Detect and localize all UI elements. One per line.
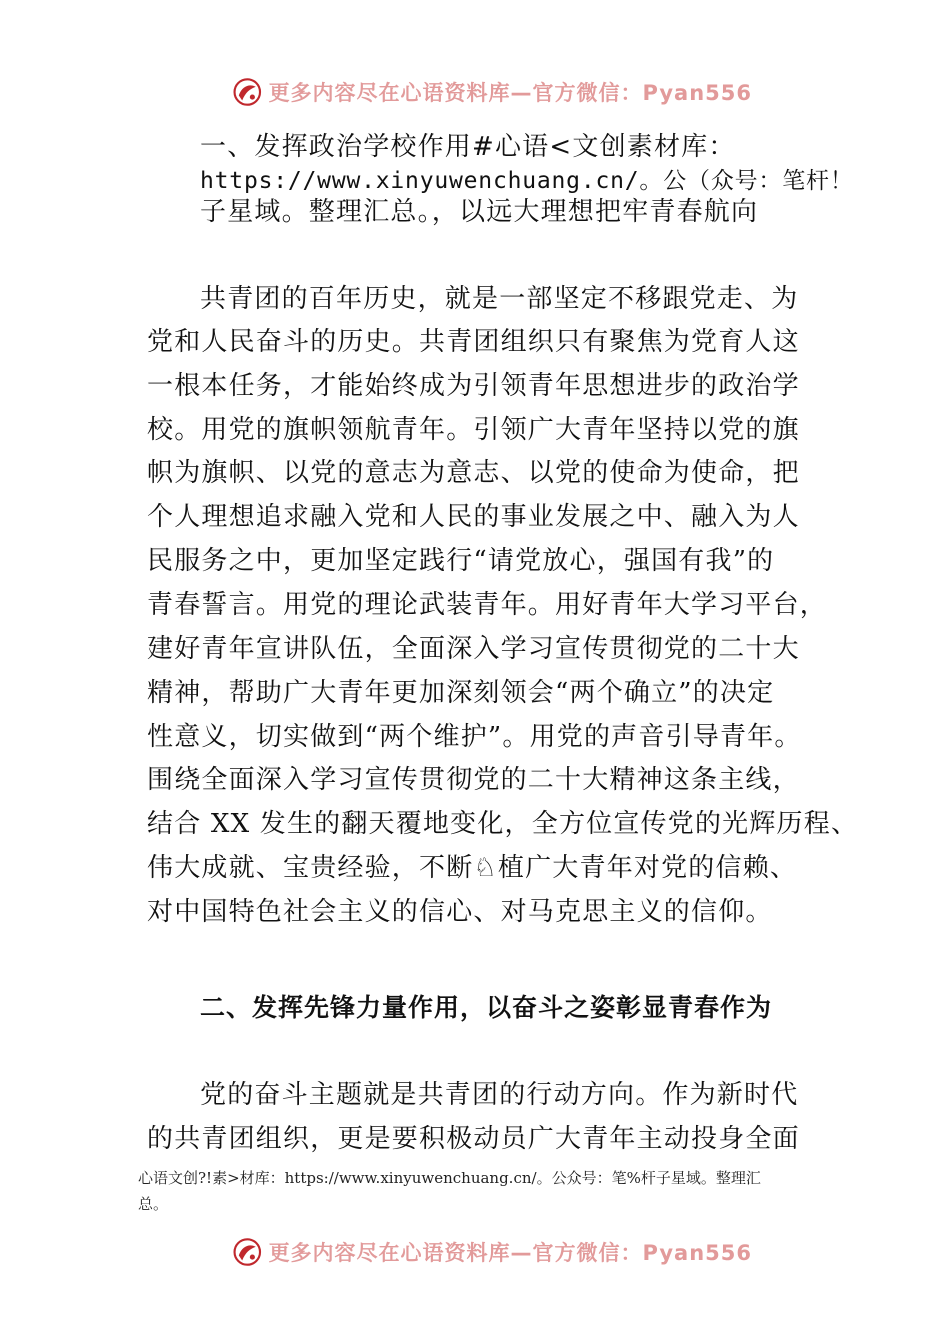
lotus-seal-logo-icon — [232, 1234, 263, 1270]
footer-note-line2: 总。 — [138, 1195, 169, 1213]
paragraph-line: 校。用党的旗帜领航青年。引领广大青年坚持以党的旗 — [147, 415, 800, 445]
paragraph-line: 个人理想追求融入党和人民的事业发展之中、融入为人 — [147, 502, 800, 532]
banner-text: 更多内容尽在心语资料库—官方微信：Pyan556 — [268, 1241, 752, 1265]
paragraph-line: 党和人民奋斗的历史。共青团组织只有聚焦为党育人这 — [147, 327, 800, 357]
lotus-seal-logo-icon — [232, 74, 263, 110]
footer-banner — [232, 1232, 752, 1272]
paragraph-line: 性意义，切实做到“两个维护”。用党的声音引导青年。 — [147, 722, 802, 752]
header-banner — [232, 72, 752, 112]
paragraph-line: 对中国特色社会主义的信心、对马克思主义的信仰。 — [147, 897, 773, 927]
paragraph-line: 结合 XX 发生的翻天覆地变化，全方位宣传党的光辉历程、 — [147, 809, 859, 839]
paragraph-line: 青春誓言。用党的理论武装青年。用好青年大学习平台， — [147, 590, 828, 620]
paragraph-line: 一根本任务，才能始终成为引领青年思想进步的政治学 — [147, 371, 800, 401]
paragraph-line: 党的奋斗主题就是共青团的行动方向。作为新时代 — [200, 1080, 799, 1110]
paragraph-line: 围绕全面深入学习宣传贯彻党的二十大精神这条主线， — [147, 765, 800, 795]
banner-text: 更多内容尽在心语资料库—官方微信：Pyan556 — [268, 81, 752, 105]
footer-note-line1: 心语文创?!素>材库：https://www.xinyuwenchuang.cn/。公众号：笔%杆子星域。整理汇 — [138, 1169, 761, 1187]
paragraph-line: 帜为旗帜、以党的意志为意志、以党的使命为使命，把 — [147, 458, 800, 488]
heading1-line3: 子星域。整理汇总。，以远大理想把牢青春航向 — [200, 197, 759, 227]
section-heading-2: 二、发挥先锋力量作用，以奋斗之姿彰显青春作为 — [200, 993, 773, 1022]
paragraph-line: 共青团的百年历史，就是一部坚定不移跟党走、为 — [200, 284, 799, 314]
paragraph-line: 建好青年宣讲队伍，全面深入学习宣传贯彻党的二十大 — [147, 634, 800, 664]
paragraph-line: 民服务之中，更加坚定践行“请党放心，强国有我”的 — [147, 546, 775, 576]
paragraph-line: 伟大成就、宝贵经验，不断♘植广大青年对党的信赖、 — [147, 853, 798, 883]
heading1-line1: 一、发挥政治学校作用#心语<文创素材库： — [200, 132, 736, 162]
heading1-line2: https://www.xinyuwenchuang.cn/。公（众号：笔杆！ — [200, 168, 854, 194]
paragraph-line: 精神，帮助广大青年更加深刻领会“两个确立”的决定 — [147, 678, 775, 708]
paragraph-line: 的共青团组织，更是要积极动员广大青年主动投身全面 — [147, 1124, 800, 1154]
